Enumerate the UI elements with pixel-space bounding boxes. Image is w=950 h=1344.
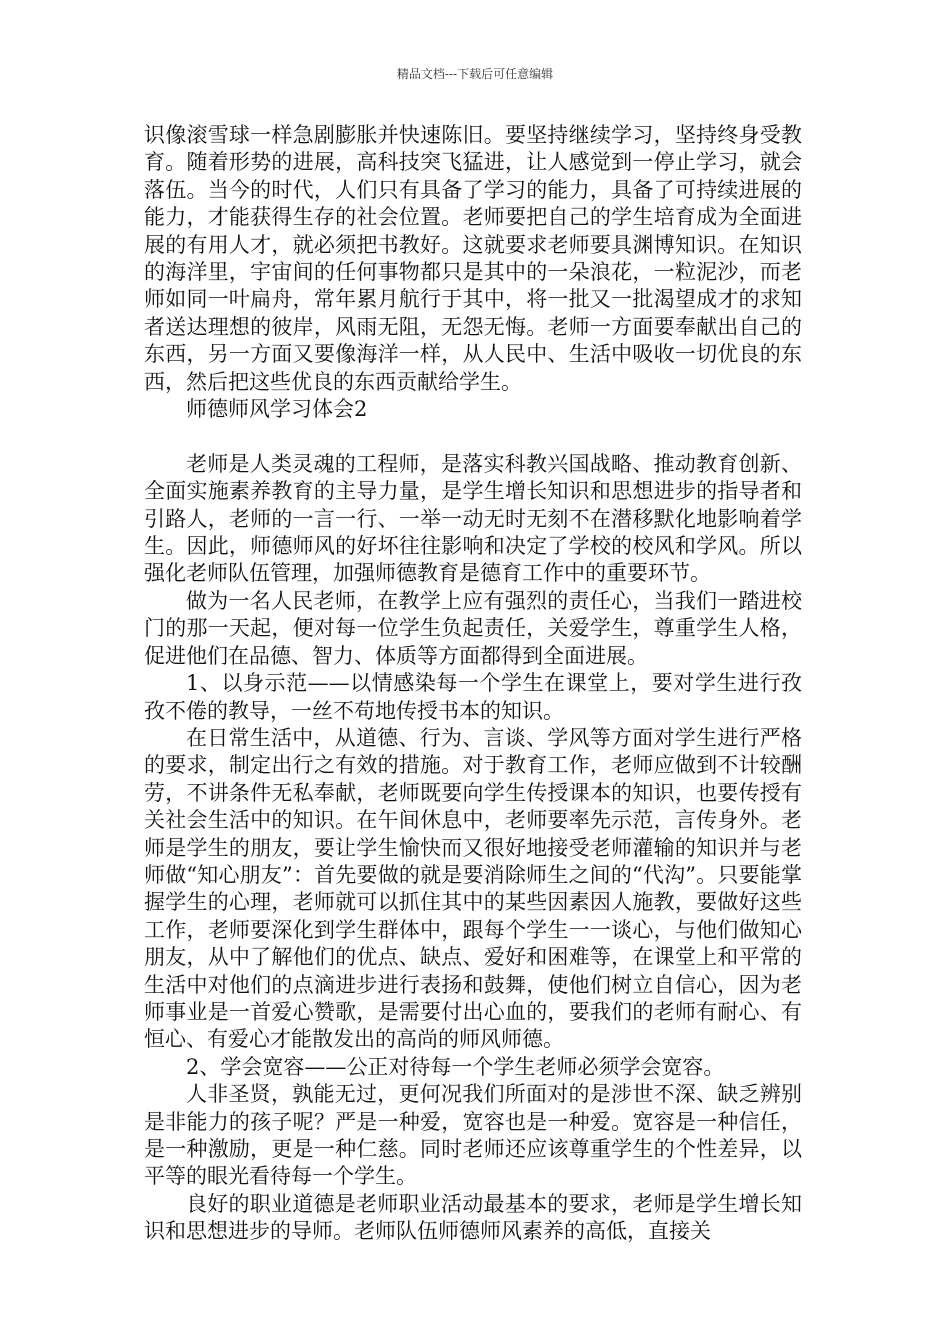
paragraph: 老师是人类灵魂的工程师，是落实科教兴国战略、推动教育创新、全面实施素养教育的主导力量，是学生增长知识和思想进步的指导者和引路人，老师的一言一行、一举一动无时无刻不在潜移默化地影响着学生。因此，师德师风的好坏往往影响和决定了学校的校风和学风。所以强化老师队伍管理，加强师德教育是德育工作中的重要环节。	[144, 451, 802, 586]
paragraph: 在日常生活中，从道德、行为、言谈、学风等方面对学生进行严格的要求，制定出行之有效的措施。对于教育工作，老师应做到不计较酬劳，不讲条件无私奉献，老师既要向学生传授课本的知识，也要传授有关社会生活中的知识。在午间休息中，老师要率先示范，言传身外。老师是学生的朋友，要让学生愉快而又很好地接受老师灌输的知识并与老师做“知心朋友”：首先要做的就是要消除师生之间的“代沟”。只要能掌握学生的心理，老师就可以抓住其中的某些因素因人施教，要做好这些工作，老师要深化到学生群体中，跟每个学生一一谈心，与他们做知心朋友，从中了解他们的优点、缺点、爱好和困难等，在课堂上和平常的生活中对他们的点滴进步进行表扬和鼓舞，使他们树立自信心，因为老师事业是一首爱心赞歌，是需要付出心血的，要我们的老师有耐心、有恒心、有爱心才能散发出的高尚的师风师德。	[144, 725, 802, 1052]
section-title: 师德师风学习体会2	[186, 397, 368, 422]
paragraph-point-2: 2、学会宽容——公正对待每一个学生老师必须学会宽容。	[186, 1054, 725, 1079]
paragraph: 人非圣贤，孰能无过，更何况我们所面对的是涉世不深、缺乏辨别是非能力的孩子呢？严是一种爱，宽容也是一种爱。宽容是一种信任，是一种激励，更是一种仁慈。同时老师还应该尊重学生的个性差异，以平等的眼光看待每一个学生。	[144, 1082, 802, 1189]
paragraph-point-1: 1、以身示范——以情感染每一个学生在课堂上，要对学生进行孜孜不倦的教导，一丝不苟地传授书本的知识。	[144, 671, 802, 723]
page-header: 精品文档---下载后可任意编辑	[396, 67, 554, 81]
blank-line	[144, 423, 802, 450]
paragraph: 良好的职业道德是老师职业活动最基本的要求，老师是学生增长知识和思想进步的导师。老师队伍师德师风素养的高低，直接关	[144, 1191, 802, 1244]
paragraph-continued: 识像滚雪球一样急剧膨胀并快速陈旧。要坚持继续学习，坚持终身受教育。随着形势的进展，高科技突飞猛进，让人感觉到一停止学习，就会落伍。当今的时代，人们只有具备了学习的能力，具备了可持续进展的能力，才能获得生存的社会位置。老师要把自己的学生培育成为全面进展的有用人才，就必须把书教好。这就要求老师要具渊博知识。在知识的海洋里，宇宙间的任何事物都只是其中的一朵浪花，一粒泥沙，而老师如同一叶扁舟，常年累月航行于其中，将一批又一批渴望成才的求知者送达理想的彼岸，风雨无阻，无怨无悔。老师一方面要奉献出自己的东西，另一方面又要像海洋一样，从人民中、生活中吸收一切优良的东西，然后把这些优良的东西贡献给学生。	[144, 123, 802, 394]
paragraph: 做为一名人民老师，在教学上应有强烈的责任心，当我们一踏进校门的那一天起，便对每一位学生负起责任，关爱学生，尊重学生人格，促进他们在品德、智力、体质等方面都得到全面进展。	[144, 588, 802, 668]
document-body	[144, 122, 802, 1246]
